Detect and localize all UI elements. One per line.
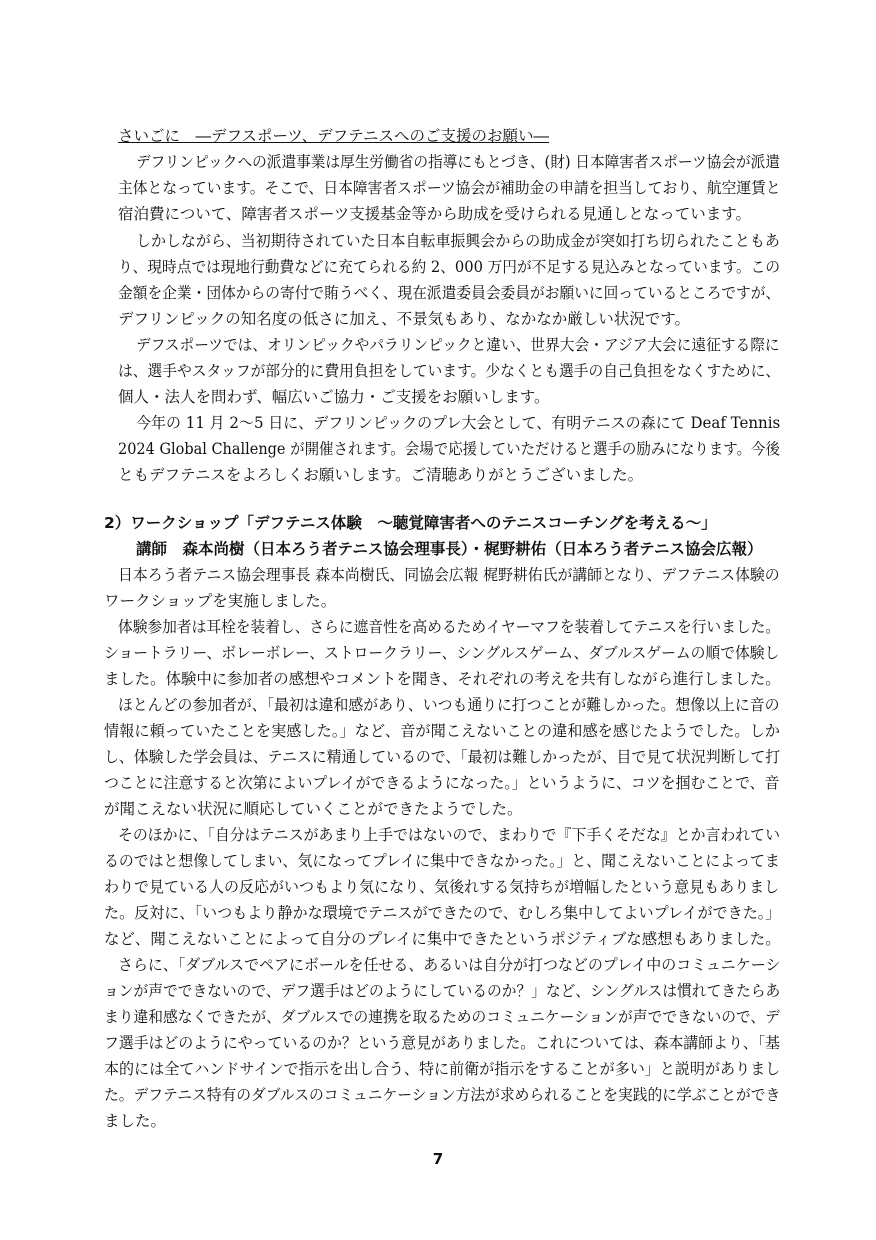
paragraph-line: 主体となっています。そこで、日本障害者スポーツ協会が補助金の申請を担当しており、航空運賃と [118, 179, 781, 197]
paragraph-line: 情報に頼っていたことを実感した。」など、音が聞こえないことの違和感を感じたようでした。しか [104, 722, 780, 740]
paragraph-line: ともデフテニスをよろしくお願いします。ご清聴ありがとうございました。 [118, 466, 644, 484]
paragraph-line: 2024 Global Challenge が開催されます。会場で応援していただけると選手の励みになります。今後 [118, 440, 781, 458]
paragraph-line: ワークショップを実施しました。 [104, 592, 337, 610]
paragraph-line: 本的には全てハンドサインで指示を出し合う、特に前衛が指示をすることが多い」と説明がありまし [104, 1060, 781, 1078]
workshop-title: 2）ワークショップ「デフテニス体験 ～聴覚障害者へのテニスコーチングを考える～」 [104, 514, 717, 532]
paragraph-line: デフリンピックへの派遣事業は厚生労働省の指導にもとづき、(財) 日本障害者スポーツ協会が派遣 [136, 153, 780, 171]
paragraph-line: つことに注意すると次第によいプレイができるようになった。」というように、コツを掴むことで、音 [104, 774, 780, 792]
paragraph-line: 金額を企業・団体からの寄付で賄うべく、現在派遣委員会委員がお願いに回っているところですが、 [118, 284, 781, 302]
paragraph-line: ました。体験中に参加者の感想やコメントを聞き、それぞれの考えを共有しながら進行しました。 [104, 670, 781, 688]
paragraph-line: デフスポーツでは、オリンピックやパラリンピックと違い、世界大会・アジア大会に遠征する際に [136, 336, 780, 354]
paragraph-line: 宿泊費について、障害者スポーツ支援基金等から助成を受けられる見通しとなっています。 [118, 205, 752, 223]
section-heading: さいごに ―デフスポーツ、デフテニスへのご支援のお願い― [118, 127, 550, 145]
paragraph-line: まり違和感なくできたが、ダブルスでの連携を取るためのコミュニケーションが声でできないので、デ [104, 1008, 780, 1026]
paragraph-line: 個人・法人を問わず、幅広いご協力・ご支援をお願いします。 [118, 388, 550, 406]
paragraph-line: ショートラリー、ボレーボレー、ストロークラリー、シングルスゲーム、ダブルスゲームの順で体験し [104, 644, 780, 662]
paragraph-line: しかしながら、当初期待されていた日本自転車振興会からの助成金が突如打ち切られたこともあ [136, 232, 780, 250]
paragraph-line: そのほかに、「自分はテニスがあまり上手ではないので、まわりで『下手くそだな』とか言われてい [118, 826, 780, 844]
paragraph-line: 体験参加者は耳栓を装着し、さらに遮音性を高めるためイヤーマフを装着してテニスを行いました。 [118, 618, 781, 636]
paragraph-line: が聞こえない状況に順応していくことができたようでした。 [104, 800, 523, 818]
paragraph-line: 日本ろう者テニス協会理事長 森本尚樹氏、同協会広報 梶野耕佑氏が講師となり、デフテニス体験の [118, 566, 780, 584]
paragraph-line: た。デフテニス特有のダブルスのコミュニケーション方法が求められることを実践的に学ぶことができ [104, 1086, 781, 1104]
paragraph-line: た。反対に、「いつもより静かな環境でテニスができたので、むしろ集中してよいプレイができた。」 [104, 904, 781, 922]
lecturer-line: 講師 森本尚樹（日本ろう者テニス協会理事長）・梶野耕佑（日本ろう者テニス協会広報） [136, 540, 763, 558]
paragraph-line: し、体験した学会員は、テニスに精通しているので、「最初は難しかったが、目で見て状況判断して打 [104, 748, 781, 766]
paragraph-line: ョンが声でできないので、デフ選手はどのようにしているのか？」など、シングルスは慣れてきたらあ [104, 982, 781, 1000]
paragraph-line: わりで見ている人の反応がいつもより気になり、気後れする気持ちが増幅したという意見もありまし [104, 878, 780, 896]
paragraph-line: り、現時点では現地行動費などに充てられる約 2、000 万円が不足する見込みとなっています。この [118, 258, 781, 276]
paragraph-line: ました。 [104, 1112, 167, 1130]
paragraph-line: デフリンピックの知名度の低さに加え、不景気もあり、なかなか厳しい状況です。 [118, 310, 690, 328]
paragraph-line: 今年の 11 月 2～5 日に、デフリンピックのプレ大会として、有明テニスの森にて Deaf Tennis [136, 414, 781, 432]
paragraph-line: など、聞こえないことによって自分のプレイに集中できたというポジティブな感想もありました。 [104, 930, 781, 948]
paragraph-line: フ選手はどのようにやっているのか？という意見がありました。これについては、森本講師より、「基 [104, 1034, 781, 1052]
paragraph-line: さらに、「ダブルスでペアにボールを任せる、あるいは自分が打つなどのプレイ中のコミュニケーシ [118, 956, 781, 974]
paragraph-line: ほとんどの参加者が、「最初は違和感があり、いつも通りに打つことが難しかった。想像以上に音の [118, 696, 780, 714]
page-number: 7 [432, 1150, 444, 1168]
paragraph-line: るのではと想像してしまい、気になってプレイに集中できなかった。」と、聞こえないことによってま [104, 852, 780, 870]
paragraph-line: は、選手やスタッフが部分的に費用負担をしています。少なくとも選手の自己負担をなくすために、 [118, 362, 781, 380]
